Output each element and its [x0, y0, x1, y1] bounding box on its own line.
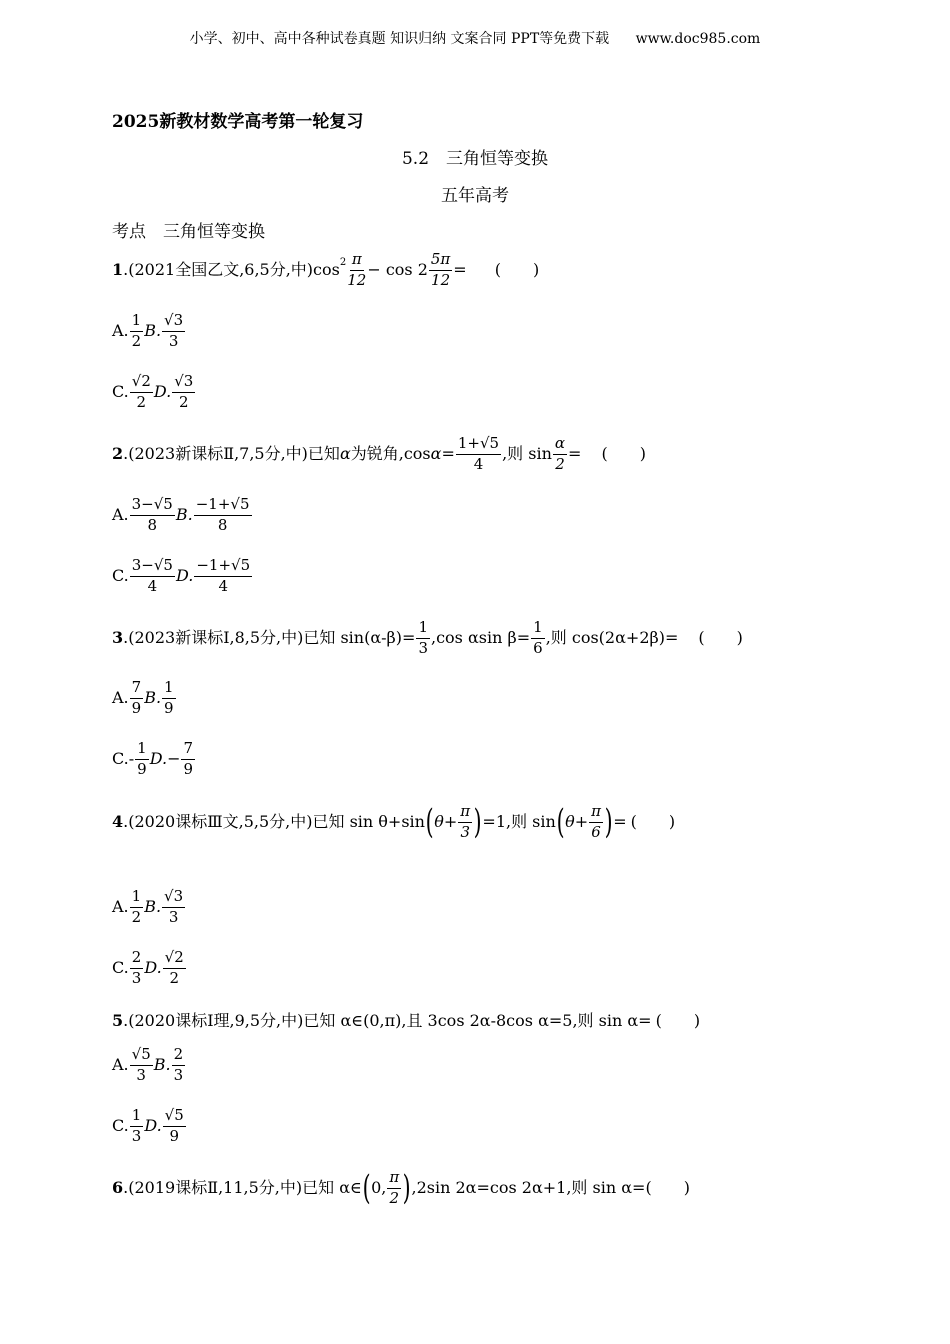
answer-blank: ( )	[655, 1011, 701, 1030]
option-d: $\frac{√5}{9}$	[164, 1106, 184, 1145]
fraction: $\frac{1+√5}{4}$	[457, 434, 500, 473]
options-row-cd	[112, 950, 187, 987]
option-c: $\frac{3-√5}{4}$	[131, 556, 173, 595]
option-a: $\frac{1}{2}$	[131, 887, 142, 926]
option-label: B.	[144, 688, 162, 708]
question-text: − cos 2	[367, 260, 428, 280]
option-c: $\frac{2}{3}$	[131, 948, 142, 987]
option-label: C.	[112, 566, 129, 586]
option-a: $\frac{√5}{3}$	[131, 1045, 151, 1084]
option-d: $\frac{7}{9}$	[183, 739, 194, 778]
option-b: $\frac{√3}{3}$	[164, 887, 184, 926]
option-d: $\frac{√3}{2}$	[174, 372, 194, 411]
options-row-cd	[112, 558, 253, 595]
question-number: 3	[112, 628, 124, 648]
question-text: ,则 sin	[502, 444, 552, 464]
option-label: D.−	[149, 749, 181, 769]
option-d: $\frac{√2}{2}$	[164, 948, 184, 987]
options-row-cd	[112, 374, 196, 411]
option-b: $\frac{1}{9}$	[164, 678, 174, 717]
alpha-symbol: α	[339, 444, 351, 464]
superscript: 2	[339, 257, 347, 268]
question-6	[112, 1170, 690, 1207]
doc-title: 2025新教材数学高考第一轮复习	[112, 112, 364, 132]
question-text: =	[453, 260, 467, 280]
fraction: $\frac{1}{6}$	[533, 618, 543, 657]
option-c: $\frac{√2}{2}$	[131, 372, 151, 411]
question-text: .(2019课标Ⅱ,11,5分,中)已知 α∈	[123, 1178, 362, 1198]
question-text: ,则 cos(2α+2β)=	[545, 628, 679, 648]
question-text: =1,则 sin	[482, 812, 556, 832]
question-1	[112, 252, 539, 289]
question-text: =	[568, 444, 582, 464]
option-label: D.	[144, 958, 162, 978]
alpha-symbol: α	[430, 444, 442, 464]
question-number: 2	[112, 444, 124, 464]
option-c: $\frac{1}{9}$	[137, 739, 147, 778]
answer-blank: ( )	[601, 444, 646, 464]
question-text: .(2023新课标Ⅰ,8,5分,中)已知 sin(α-β)=	[123, 628, 416, 648]
options-row-cd	[112, 741, 196, 778]
fraction: $\frac{1}{3}$	[418, 618, 428, 657]
answer-blank: ( )	[630, 812, 676, 832]
option-label: A.	[112, 505, 129, 525]
fraction: $\frac{\pi}{2}$	[389, 1168, 400, 1207]
option-label: A.	[112, 1055, 129, 1075]
option-label: C.	[112, 958, 129, 978]
option-label: C.-	[112, 749, 135, 769]
options-row-ab	[112, 1047, 186, 1084]
left-paren: (	[556, 802, 565, 843]
fraction: $\frac{\pi}{12}$	[347, 250, 367, 289]
fraction: $\frac{\alpha}{2}$	[554, 434, 566, 473]
options-row-ab	[112, 680, 177, 717]
options-row-ab	[112, 313, 186, 350]
option-a: $\frac{3-√5}{8}$	[131, 495, 173, 534]
fraction: $\frac{5\pi}{12}$	[430, 250, 451, 289]
topic-heading: 考点 三角恒等变换	[112, 222, 265, 242]
question-number: 4	[112, 812, 124, 832]
options-row-ab	[112, 497, 253, 534]
option-d: $\frac{-1+√5}{4}$	[196, 556, 251, 595]
question-text: .(2020课标Ⅲ文,5,5分,中)已知 sin θ+sin	[123, 812, 425, 832]
option-label: B.	[153, 1055, 171, 1075]
option-label: D.	[144, 1116, 162, 1136]
right-paren: )	[402, 1168, 411, 1209]
left-paren: (	[425, 802, 434, 843]
fraction: $\frac{\pi}{6}$	[591, 802, 601, 841]
question-2	[112, 436, 646, 473]
expression: θ+	[565, 812, 589, 832]
left-paren: (	[362, 1168, 371, 1209]
page-header	[0, 28, 950, 48]
question-number: 6	[112, 1178, 124, 1198]
option-b: $\frac{-1+√5}{8}$	[195, 495, 250, 534]
question-5	[112, 1013, 700, 1029]
option-label: D.	[175, 566, 194, 586]
question-4	[112, 804, 675, 841]
option-c: $\frac{1}{3}$	[131, 1106, 142, 1145]
option-label: B.	[144, 897, 162, 917]
expression: θ+	[434, 812, 458, 832]
right-paren: )	[604, 802, 613, 843]
answer-blank: ( )	[645, 1178, 690, 1198]
option-b: $\frac{2}{3}$	[173, 1045, 184, 1084]
option-label: B.	[144, 321, 162, 341]
header-url: www.doc985.com	[635, 31, 761, 47]
option-b: $\frac{√3}{3}$	[164, 311, 184, 350]
option-label: B.	[175, 505, 193, 525]
subsection-title: 五年高考	[441, 186, 509, 206]
question-text: =	[613, 812, 627, 832]
header-text: 小学、初中、高中各种试卷真题 知识归纳 文案合同 PPT等免费下载	[189, 31, 610, 47]
options-row-ab	[112, 889, 186, 926]
option-label: A.	[112, 321, 129, 341]
section-title: 5.2 三角恒等变换	[401, 149, 549, 169]
answer-blank: ( )	[494, 260, 540, 280]
question-text: .(2021全国乙文,6,5分,中)cos	[123, 260, 340, 280]
option-label: A.	[112, 897, 129, 917]
answer-blank: ( )	[698, 628, 743, 648]
option-label: A.	[112, 688, 129, 708]
option-label: C.	[112, 382, 129, 402]
question-3	[112, 620, 743, 657]
expression: 0,	[371, 1178, 387, 1198]
question-text: .(2023新课标Ⅱ,7,5分,中)已知	[123, 444, 340, 464]
option-a: $\frac{1}{2}$	[131, 311, 142, 350]
question-text: ,2sin 2α=cos 2α+1,则 sin α=	[411, 1178, 646, 1198]
question-text: =	[441, 444, 455, 464]
question-text: ,cos αsin β=	[431, 628, 531, 648]
right-paren: )	[473, 802, 482, 843]
options-row-cd	[112, 1108, 187, 1145]
question-text: 为锐角,cos	[350, 444, 431, 464]
option-label: D.	[153, 382, 172, 402]
question-text: .(2020课标Ⅰ理,9,5分,中)已知 α∈(0,π),且 3cos 2α-8cos α=5,则 sin α=	[123, 1011, 652, 1030]
fraction: $\frac{\pi}{3}$	[460, 802, 471, 841]
question-number: 1	[112, 260, 124, 280]
option-label: C.	[112, 1116, 129, 1136]
question-number: 5	[112, 1011, 124, 1030]
option-a: $\frac{7}{9}$	[131, 678, 142, 717]
